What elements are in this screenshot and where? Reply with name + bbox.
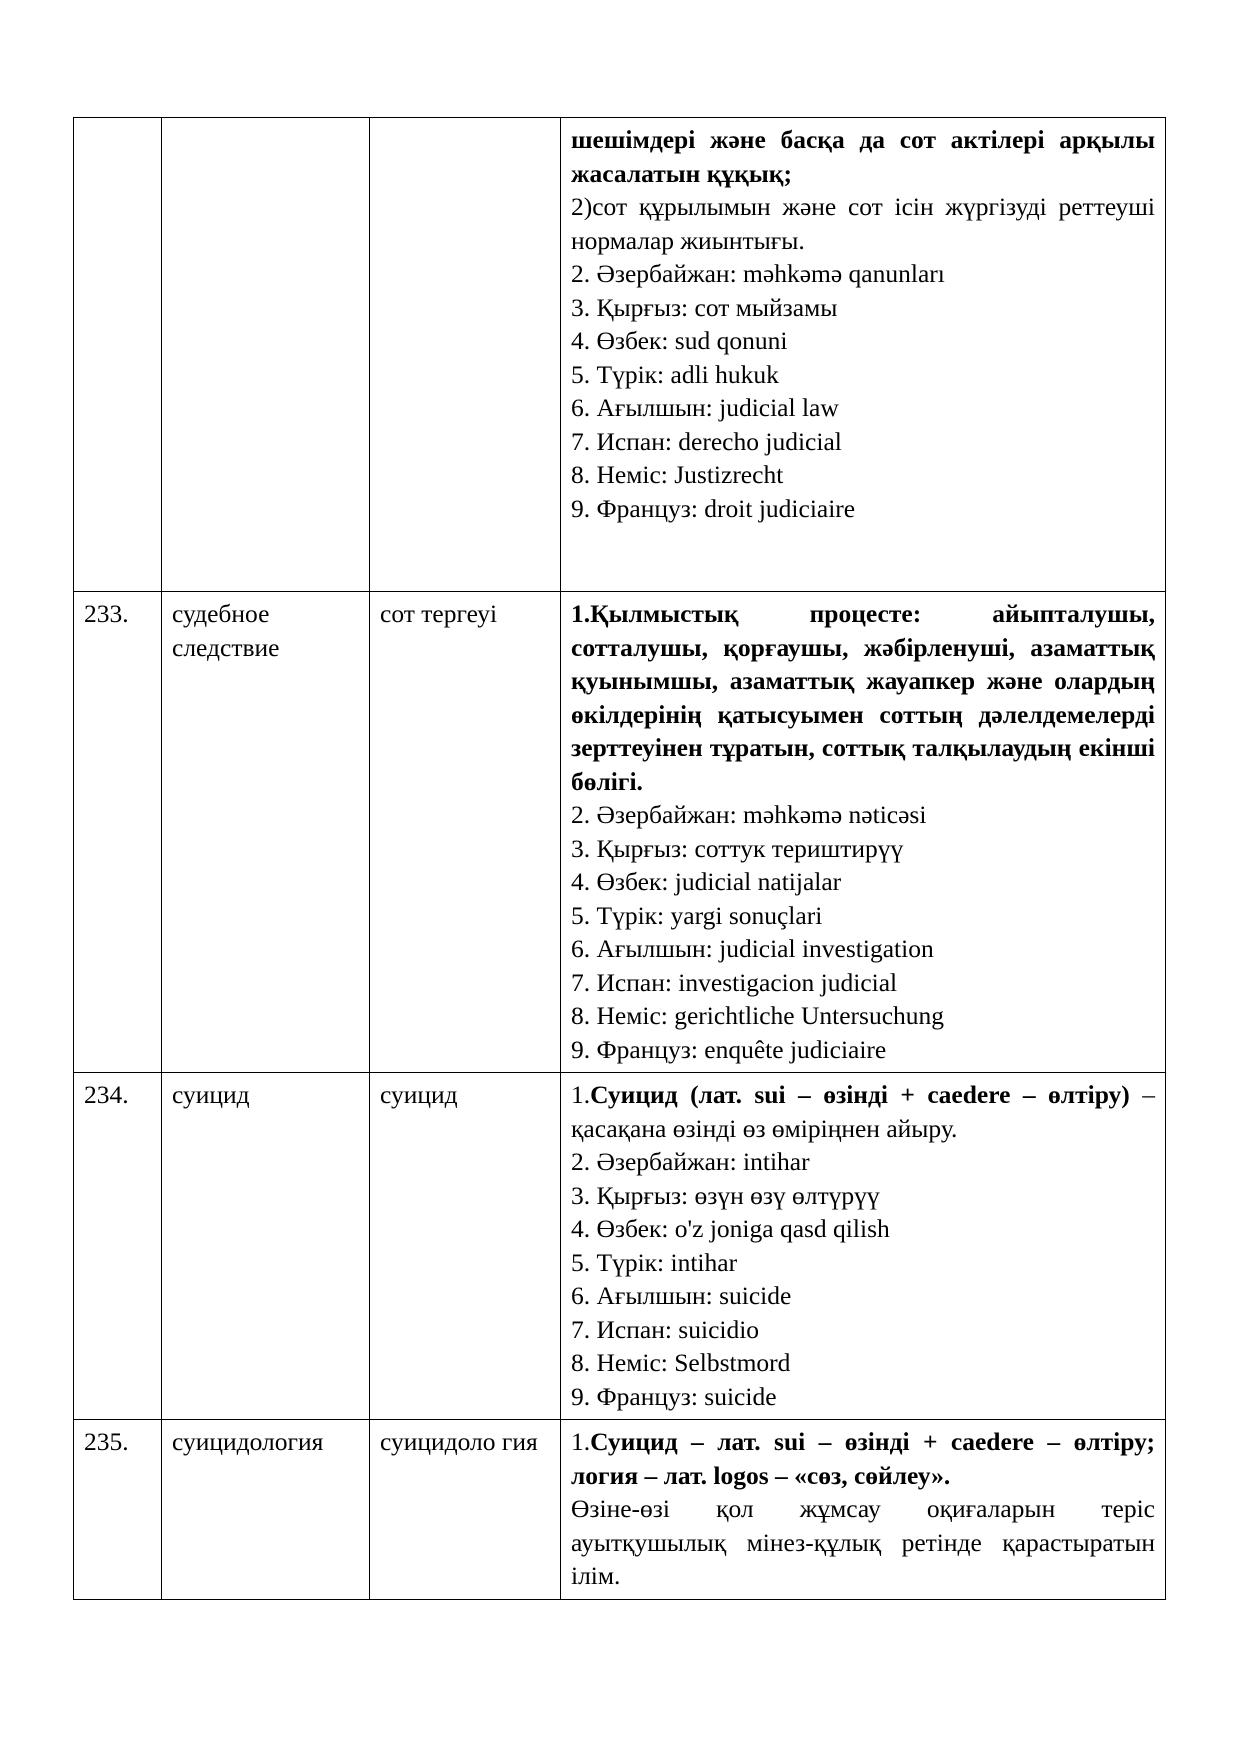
translation-item: 2. Әзербайжан: məhkəmə qanunları (571, 259, 945, 288)
translation-item: 7. Испан: derecho judicial (571, 426, 842, 456)
definition-paragraph (571, 1425, 1155, 1492)
translation-item: 6. Ағылшын: judicial investigation (571, 934, 934, 963)
translation-item: 3. Қырғыз: соттук териштирүү (571, 833, 904, 863)
table-row (74, 118, 1166, 592)
table-row (74, 1420, 1166, 1600)
translation-item: 3. Қырғыз: сот мыйзамы (571, 292, 838, 322)
definition-cell (561, 1073, 1166, 1420)
translation-item: 6. Ағылшын: judicial law (571, 393, 839, 422)
table-row (74, 592, 1166, 1073)
definition-text: – қасақана өзінді өз өміріңнен айыру. (571, 1080, 1155, 1143)
translation-item: 3. Қырғыз: өзүн өзү өлтүрүү (571, 1180, 880, 1210)
translation-item: 8. Неміс: Justizrecht (571, 460, 784, 489)
definition-bold: шешімдері және басқа да сот актілері арқылы жасалатын құқық; (571, 125, 1155, 188)
term-russian: суицидология (162, 1420, 370, 1600)
definition-prefix: 1. (571, 1080, 591, 1109)
definition-text: Өзіне-өзі қол жұмсау оқиғаларын теріс ауытқушылық мінез-құлық ретінде қарастыратын ілім. (571, 1494, 1155, 1590)
translation-item: 5. Түрік: yargi sonuçlari (571, 900, 823, 930)
translation-item: 2. Әзербайжан: məhkəmə nəticəsi (571, 800, 927, 829)
translation-item: 4. Өзбек: judicial natijalar (571, 867, 842, 896)
translation-item: 4. Өзбек: o'z joniga qasd qilish (571, 1214, 890, 1243)
translation-item: 8. Неміс: Selbstmord (571, 1348, 791, 1377)
entry-number: 234. (74, 1073, 162, 1420)
term-russian (162, 118, 370, 592)
translation-item: 5. Түрік: intihar (571, 1247, 738, 1277)
term-kazakh (370, 118, 561, 592)
term-kazakh: суицид (370, 1073, 561, 1420)
translation-item: 7. Испан: suicidio (571, 1314, 760, 1344)
translation-item: 6. Ағылшын: suicide (571, 1281, 792, 1310)
translation-item: 4. Өзбек: sud qonuni (571, 326, 788, 355)
term-kazakh: сот тергеуі (370, 592, 561, 1073)
glossary-table (73, 117, 1166, 1600)
definition-cell (561, 1420, 1166, 1600)
definition-bold: 1.Қылмыстық процесте: айыпталушы, сотталушы, қорғаушы, жәбірленуші, азаматтық қуынымшы, азаматтық жауапкер және олардың өкілдерінің қатысуымен соттың дәлелдемелерді зерттеуінен тұратын, соттық талқылаудың екінші бөлігі. (571, 599, 1155, 796)
definition-text: 2)сот құрылымын және сот ісін жүргізуді реттеуші нормалар жиынтығы. (571, 192, 1155, 255)
definition-paragraph (571, 1078, 1155, 1145)
term-kazakh: суицидоло гия (370, 1420, 561, 1600)
entry-number: 235. (74, 1420, 162, 1600)
translation-item: 5. Түрік: adli hukuk (571, 359, 779, 389)
translation-item: 9. Француз: suicide (571, 1381, 777, 1411)
translation-item: 8. Неміс: gerichtliche Untersuchung (571, 1001, 945, 1030)
translation-item: 9. Француз: enquête judiciaire (571, 1034, 887, 1064)
table-row (74, 1073, 1166, 1420)
translation-item: 9. Француз: droit judiciaire (571, 493, 856, 523)
definition-bold: Суицид (лат. sui – өзінді + caedere – өлтіру) (590, 1080, 1130, 1109)
translation-item: 7. Испан: investigacion judicial (571, 967, 898, 997)
definition-cell (561, 118, 1166, 592)
term-russian: судебное следствие (162, 592, 370, 1073)
definition-prefix: 1. (571, 1427, 591, 1456)
translation-item: 2. Әзербайжан: intihar (571, 1147, 810, 1176)
term-russian: суицид (162, 1073, 370, 1420)
entry-number: 233. (74, 592, 162, 1073)
definition-cell (561, 592, 1166, 1073)
definition-bold: Суицид – лат. sui – өзінді + caedere – өлтіру; логия – лат. logos – «сөз, сөйлеу». (571, 1427, 1155, 1490)
entry-number (74, 118, 162, 592)
